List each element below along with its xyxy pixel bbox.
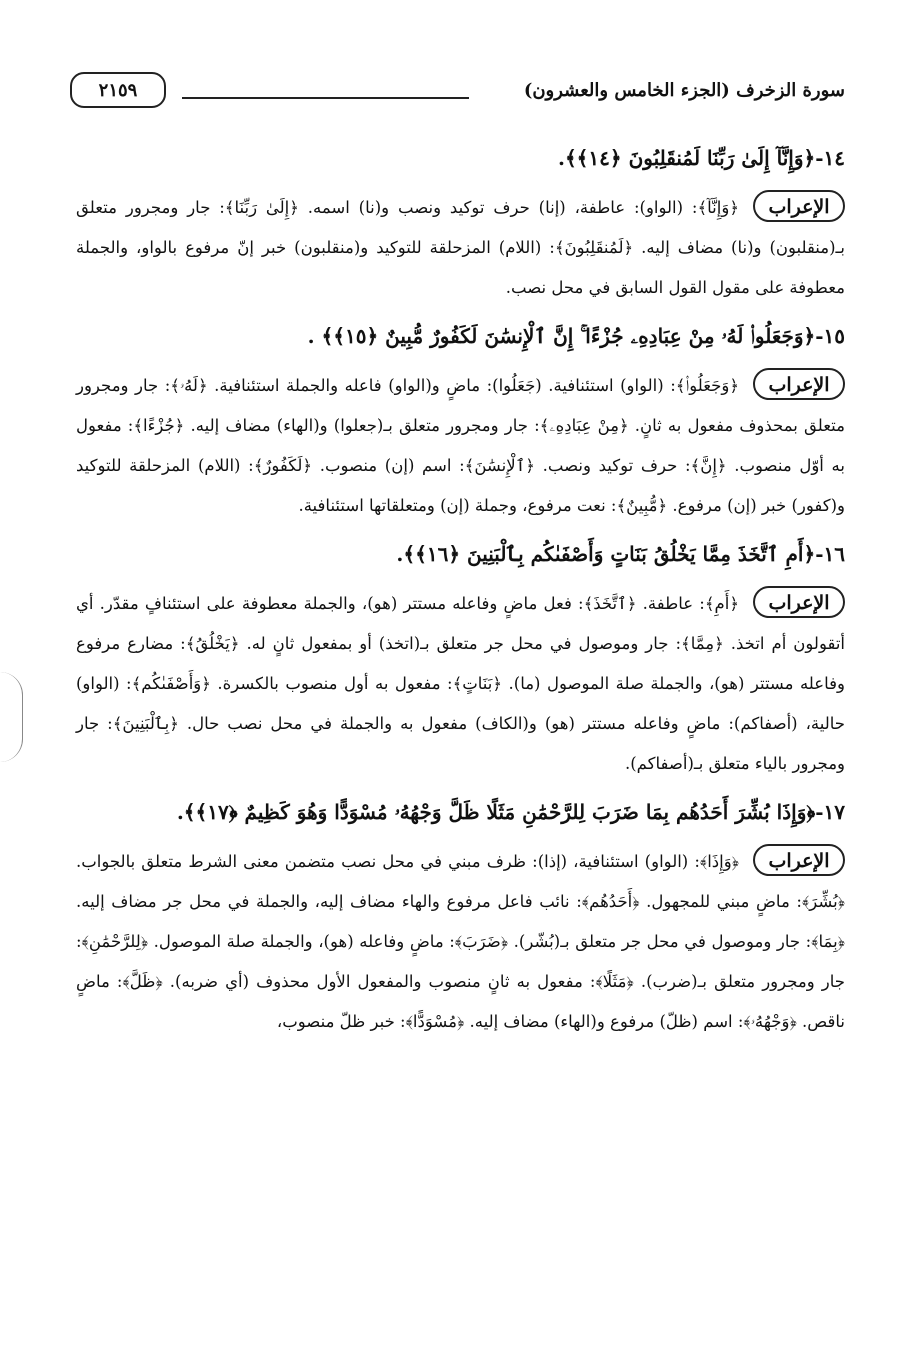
irab-badge: الإعراب (753, 190, 845, 222)
irab-badge: الإعراب (753, 368, 845, 400)
header-rule (182, 97, 469, 99)
verse-16: ١٦-﴿أَمِ ٱتَّخَذَ مِمَّا يَخْلُقُ بَنَاتٍ وَأَصْفَىٰكُم بِٱلْبَنِينَ ﴿١٦﴾﴾. (396, 542, 845, 566)
irab-block-17 (76, 842, 845, 1042)
page-content (76, 140, 845, 1052)
irab-block-16 (76, 584, 845, 784)
page-number: ٢١٥٩ (70, 72, 166, 108)
irab-text: ﴿وَجَعَلُوا۟﴾: (الواو) استئنافية. (جَعَلُوا): ماضٍ و(الواو) فاعله والجملة استئنافية. ﴿لَهُۥ﴾: جار ومجرور متعلق بمحذوف مفعول به ثانٍ. ﴿مِنْ عِبَادِهِۦ﴾: جار ومجرور متعلق بـ(جعلوا) و(الهاء) مضاف إليه. ﴿جُزْءًا﴾: مفعول به أوّل منصوب. ﴿إِنَّ﴾: حرف توكيد ونصب. ﴿ٱلْإِنسَٰنَ﴾: اسم (إن) منصوب. ﴿لَكَفُورٌ﴾: (اللام) المزحلقة للتوكيد و(كفور) خبر (إن) مرفوع. ﴿مُّبِينٌ﴾: نعت مرفوع، وجملة (إن) ومتعلقاتها استئنافية. (76, 376, 845, 515)
page-header (70, 66, 845, 116)
irab-block-15 (76, 366, 845, 526)
irab-text: ﴿وَإِذَا﴾: (الواو) استئنافية، (إذا): ظرف مبني في محل نصب متضمن معنى الشرط متعلق بالجواب. ﴿بُشِّرَ﴾: ماضٍ مبني للمجهول. ﴿أَحَدُهُم﴾: نائب فاعل مرفوع والهاء مضاف إليه، والجملة في محل جر مضاف إليه. ﴿بِمَا﴾: جار وموصول في محل جر متعلق بـ(بُشّر). ﴿ضَرَبَ﴾: ماضٍ وفاعله (هو)، والجملة صلة الموصول. ﴿لِلرَّحْمَٰنِ﴾: جار ومجرور متعلق بـ(ضرب). ﴿مَثَلًا﴾: مفعول به ثانٍ منصوب والمفعول الأول محذوف (أي ضربه). ﴿ظَلَّ﴾: ماضٍ ناقص. ﴿وَجْهُهُۥ﴾: اسم (ظلّ) مرفوع و(الهاء) مضاف إليه. ﴿مُسْوَدًّا﴾: خبر ظلّ منصوب، (76, 852, 845, 1031)
verse-15: ١٥-﴿وَجَعَلُوا۟ لَهُۥ مِنْ عِبَادِهِۦ جُزْءًا ۚ إِنَّ ٱلْإِنسَٰنَ لَكَفُورٌ مُّبِينٌ ﴿١٥﴾﴾ . (307, 324, 845, 348)
irab-badge: الإعراب (753, 586, 845, 618)
irab-badge: الإعراب (753, 844, 845, 876)
verse-14: ١٤-﴿وَإِنَّآ إِلَىٰ رَبِّنَا لَمُنقَلِبُونَ ﴿١٤﴾﴾. (558, 146, 845, 170)
header-title: سورة الزخرف (الجزء الخامس والعشرون) (523, 80, 845, 101)
irab-block-14 (76, 188, 845, 308)
irab-text: ﴿أَمِ﴾: عاطفة. ﴿ٱتَّخَذَ﴾: فعل ماضٍ وفاعله مستتر (هو)، والجملة معطوفة على استئنافٍ مقدّر. أي أتقولون أم اتخذ. ﴿مِمَّا﴾: جار وموصول في محل جر متعلق بـ(اتخذ) أو بمفعول ثانٍ له. ﴿يَخْلُقُ﴾: مضارع مرفوع وفاعله مستتر (هو)، والجملة صلة الموصول (ما). ﴿بَنَاتٍ﴾: مفعول به أول منصوب بالكسرة. ﴿وَأَصْفَىٰكُم﴾: (الواو) حالية، (أصفاكم): ماضٍ وفاعله مستتر (هو) و(الكاف) مفعول به والجملة في محل نصب حال. ﴿بِٱلْبَنِينَ﴾: جار ومجرور بالياء متعلق بـ(أصفاكم). (76, 594, 845, 773)
margin-arc (0, 672, 23, 762)
irab-text: ﴿وَإِنَّآ﴾: (الواو): عاطفة، (إنا) حرف توكيد ونصب و(نا) اسمه. ﴿إِلَىٰ رَبِّنَا﴾: جار ومجرور متعلق بـ(منقلبون) و(نا) مضاف إليه. ﴿لَمُنقَلِبُونَ﴾: (اللام) المزحلقة للتوكيد و(منقلبون) خبر إنّ مرفوع بالواو، والجملة معطوفة على مقول القول السابق في محل نصب. (76, 198, 845, 297)
verse-17: ١٧-﴿وَإِذَا بُشِّرَ أَحَدُهُم بِمَا ضَرَبَ لِلرَّحْمَٰنِ مَثَلًا ظَلَّ وَجْهُهُۥ مُسْوَدًّا وَهُوَ كَظِيمٌ ﴿١٧﴾﴾. (176, 800, 845, 824)
